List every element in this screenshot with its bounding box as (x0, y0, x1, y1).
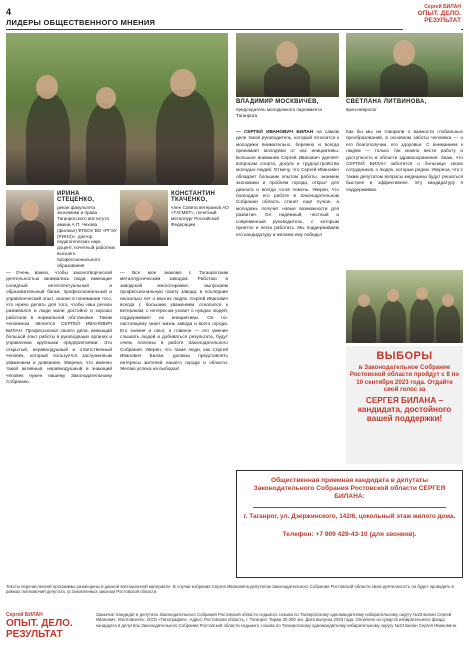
column-text: — Очень важно, чтобы законотворческой деятельностью занимались люди, имеющие солидный интеллектуальный и образовательный багаж, профессиональный и управленческий опыт, знания в понимании того, что нужно делать для того, чтобы наш регион развивался и люди жили достойно и хорошо работали в нормальной обстановке. Таким человеком является СЕРГЕЙ ИВАНОВИЧ БИЛАН. Профессионал своего дела, имеющий большой опыт работы в руководящих органах и управлении крупными предприятиями. Это открытый, неравнодушный и ответственный человек, который пользуется заслуженным уважением и доверием. Уверена, что именно такой активный, неравнодушный и знающий человек нужен нашему Законодательному Собранию. (6, 270, 112, 384)
brand-block (403, 4, 461, 30)
person-name: СВЕТЛАНА ЛИТВИНОВА, (346, 99, 427, 105)
person-name: ИРИНА СТЕЦЕНКО, (57, 191, 95, 203)
column-moskvichev (236, 129, 339, 464)
reception-title: Общественная приемная кандидата в депутаты Законодательного Собрания Ростовской области СЕРГЕЯ БИЛАНА: (253, 477, 446, 501)
portrait-moskvichev (236, 33, 339, 97)
portrait-tkachenko (120, 190, 168, 246)
column-tkachenko (120, 270, 228, 576)
person-desc: врач-невролог (346, 106, 377, 112)
caption-tkachenko (171, 192, 229, 228)
brand-name: Сергей БИЛАН (424, 4, 461, 10)
page-number: 4 (6, 7, 12, 17)
column-litvinova (346, 129, 463, 267)
brand-slogan: ОПЫТ. ДЕЛО. РЕЗУЛЬТАТ (417, 10, 461, 24)
footer-brand (6, 612, 90, 654)
crowd-photo (346, 270, 463, 343)
reception-divider (253, 507, 446, 508)
column-stetsenko (6, 270, 112, 576)
promo-title: ВЫБОРЫ (376, 350, 433, 362)
portrait-litvinova (346, 33, 463, 97)
person-name: КОНСТАНТИН ТКАЧЕНКО, (171, 191, 216, 203)
reception-box (236, 470, 463, 578)
person-desc: член Совета ветеранов АО «ТАГМЕТ», почетный металлург Российской Федерации (171, 204, 229, 227)
caption-stetsenko (57, 192, 117, 268)
footer-note: Тексты перечисленной программы размещены в данной агитационной материале. В случае избрания Сергея Ивановича депутатом Законодательного Собрания Ростовской области свою деятельность он будет проводить в рамках полномочий депутата, установленных законом Ростовской области. (6, 584, 454, 595)
footer-brand-name: Сергей БИЛАН (6, 612, 43, 618)
promo-candidate: СЕРГЕЯ БИЛАНА – кандидата, достойного вашей поддержки! (357, 395, 452, 423)
election-promo (346, 346, 463, 464)
reception-phone[interactable]: Телефон: +7 909 429-43-10 (для звонков). (282, 530, 417, 538)
person-name: ВЛАДИМИР МОСКВИЧЕВ, (236, 99, 319, 105)
header-divider (6, 29, 463, 30)
caption-litvinova (346, 100, 463, 113)
column-text: — Все мое знакомо с Таганрогским металлургическим заводом. Работаю в заводской многотиражке, выпускаем профессиональную газету завода, в последние несколько лет о многих людях. Сергей Иванович всегда с большим уважением относился к ветеранам, с интересом узнает о нуждах людей, поддерживает их инициативы. Он по-настоящему знает жизнь завода и всего города. Его знания и опыт, а главное — его умение слышать людей и добиваться результата, будут очень полезны в работе Законодательного Собрания. Уверен, что такие люди, как Сергей Иванович Билан, должны представлять интересы жителей нашего города и области. Желаю успеха на выборах! (120, 270, 228, 372)
promo-dates: в Законодательное Собрание Ростовской области пройдут с 8 по 10 сентября 2023 года. Отдайте свой голос за (349, 364, 460, 394)
section-title: ЛИДЕРЫ ОБЩЕСТВЕННОГО МНЕНИЯ (6, 18, 156, 27)
column-text: на самом деле такой руководитель, который относится к молодежи внимательно, бережно и всегда принимает молодежи от нас инициативы. Большое внимание Сергей Иванович уделяет вопросам спорта, досуга и трудоустройства молодых людей. Отмечу, что Сергей Иванович обладает большим опытом работы, знанием экономики и проблем города, открыт для диалога и всегда готов помочь. Уверен, что благодаря его работе в Законодательном Собрании область станет ещё лучше, а молодежь получит новые возможности для развития. Он надежный, честный и современный руководитель, с которым приятно и легко работать. Мы поддерживаем его кандидатуру и желаем ему победы! (236, 129, 339, 237)
column-lead: — СЕРГЕЙ ИВАНОВИЧ БИЛАН (236, 129, 314, 134)
column-text: Как бы мы ни говорили о важности глобальных преобразований, в основном заботы человека — о его благополучии, его здоровье. С вниманием к людям — только так можно вести работу и доступность в области здравоохранения. Знаю, что СЕРГЕЙ БИЛАН заботится о больнице своих сотрудников, о людях, которые рядом. Уверена, что с таким депутатом вопросы медицины будут решаться быстрее и эффективнее. Эту кандидатуру я поддерживаю. (346, 129, 463, 192)
person-desc: председатель молодежного парламента Таганрога (236, 106, 322, 118)
reception-address: г. Таганрог, ул. Дзержинского, 142/6, цокольный этаж жилого дома. (243, 512, 456, 520)
person-desc: декан факультета экономики и права Таганрогского института имени А.П. Чехова (филиал) ФГБОУ ВО «РГЭУ (РИНХ)», доктор педагогических наук, доцент, почетный работник высшего профессионального образования (57, 204, 117, 268)
portrait-stetsenko (6, 190, 54, 246)
footer-legal: Заказчик: Кандидат в депутаты Законодательного Собрания Ростовской области седьмого созыва по Таганрогскому одномандатному избирательному округу №23 Билан Сергей Иванович. Изготовитель: ООО «Типография». Адрес: Ростовская область, г. Таганрог. Тираж 30 000 экз. Дата выпуска 2023 года. Оплачено из средств избирательного фонда кандидата в депутаты Законодательного Собрания Ростовской области седьмого созыва по Таганрогскому одномандатному избирательному округу №23 Билан Сергея Ивановича. (96, 612, 458, 628)
footer-brand-slogan: ОПЫТ. ДЕЛО. РЕЗУЛЬТАТ (6, 618, 73, 640)
meeting-photo (6, 33, 228, 185)
caption-moskvichev (236, 100, 339, 118)
